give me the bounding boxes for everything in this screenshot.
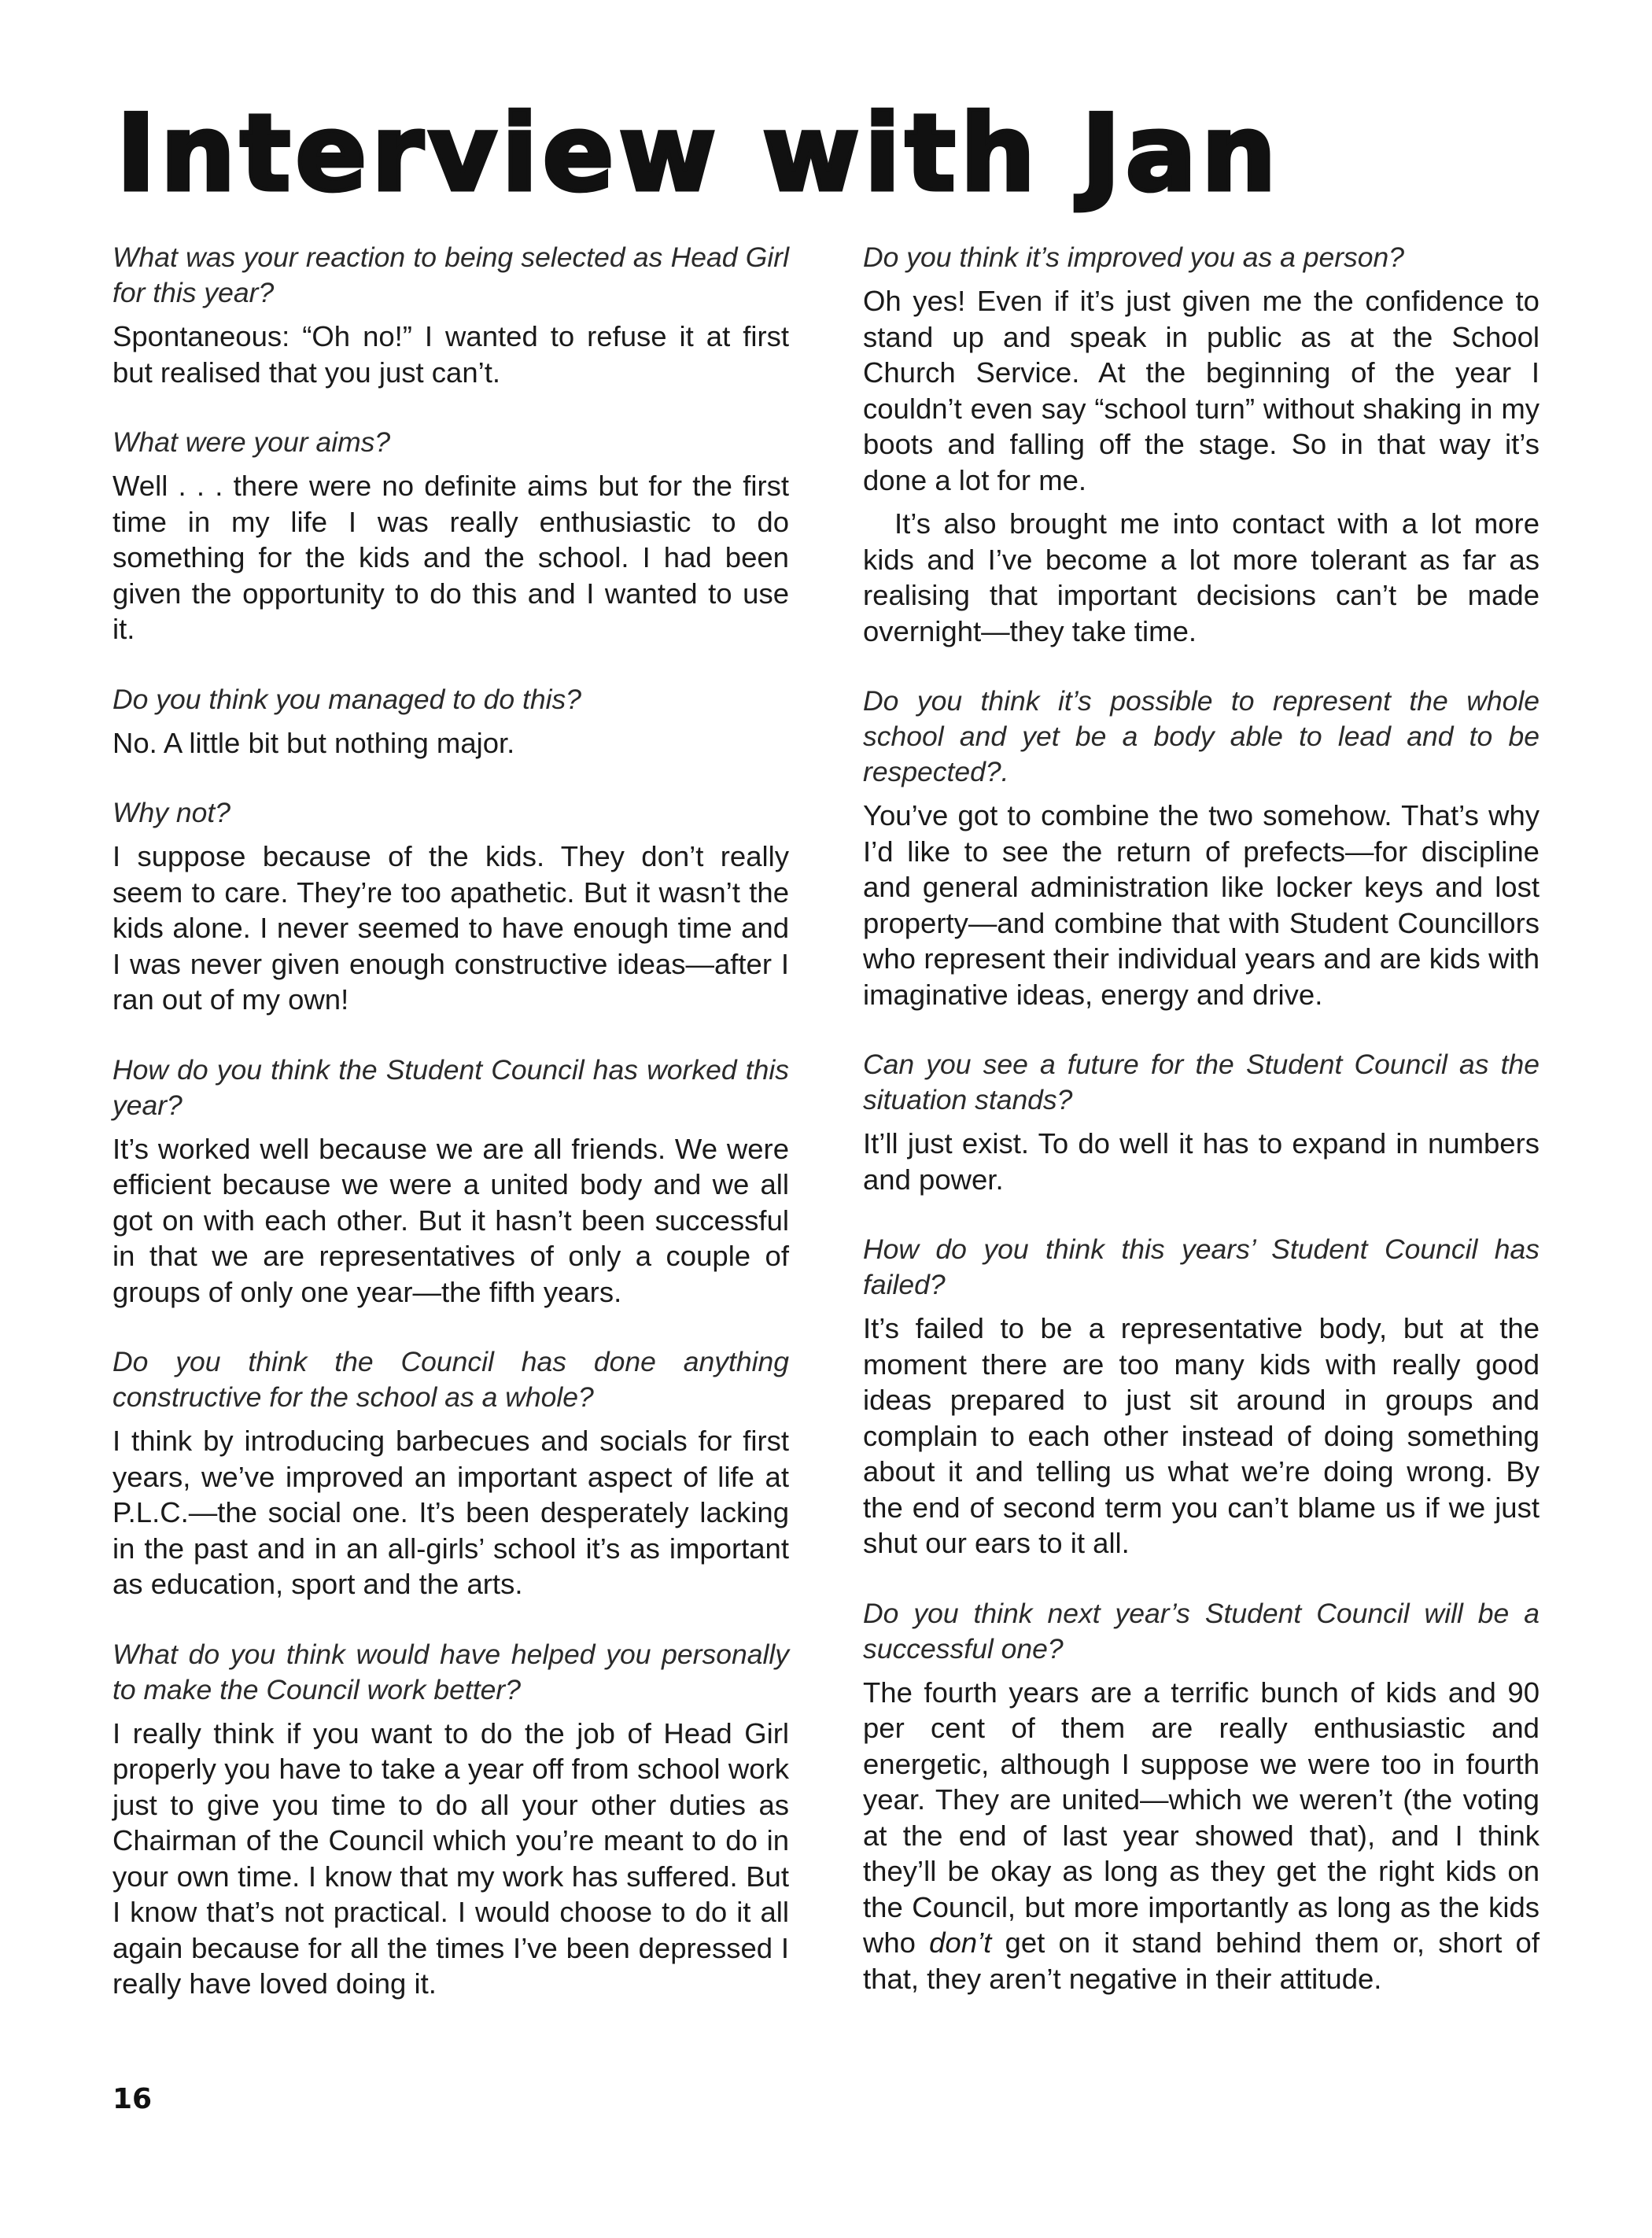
question: What were your aims? [112,426,391,458]
answer-text: The fourth years are a terrific bunch of kids and 90 per cent of them are really enthusiastic and energetic, although I suppose we were too in fourth year. They are united—which we weren’t (the voting at the end of last year showed that), and I think they’ll be okay as long as they get the right kids on the Council, but more importantly as long as the kids who [863,1676,1540,1959]
question: Do you think it’s improved you as a person? [863,241,1405,273]
answer: Oh yes! Even if it’s just given me the confidence to stand up and speak in public as at the School Church Service. At the beginning of the year I couldn’t even say “school turn” without shaking in my boots and falling off the stage. So in that way it’s done a lot for me. [863,285,1540,496]
qa-block [112,240,789,390]
qa-block [863,1232,1540,1561]
answer-text: get on it stand behind them or, short of that, they aren’t negative in their attitude. [863,1926,1540,1995]
answer: You’ve got to combine the two somehow. That’s why I’d like to see the return of prefects—for discipline and general administration like locker keys and lost property—and combine that with Student Councillors who represent their individual years and are kids with imaginative ideas, energy and drive. [863,799,1540,1011]
answer: It’s worked well because we are all friends. We were efficient because we were a united body and we all got on with each other. But it hasn’t been successful in that we are representatives of only a couple of groups of only one year—the fifth years. [112,1132,789,1308]
answer-emphasis: don’t [929,1926,992,1959]
answer [863,1675,1540,1997]
qa-block [112,795,789,1018]
qa-block [863,240,1540,649]
answer: It’ll just exist. To do well it has to expand in numbers and power. [863,1127,1540,1196]
answer: No. A little bit but nothing major. [112,726,515,759]
question: What was your reaction to being selected as Head Girl for this year? [112,241,789,308]
question: How do you think this years’ Student Council has failed? [863,1233,1540,1300]
question: Do you think you managed to do this? [112,683,581,715]
question: Do you think next year’s Student Council will be a successful one? [863,1597,1540,1665]
qa-block [112,1637,789,2002]
qa-block [863,1047,1540,1197]
qa-block [112,1344,789,1602]
qa-block [112,1053,789,1311]
question: Do you think the Council has done anything constructive for the school as a whole? [112,1346,789,1413]
answer: I really think if you want to do the job of Head Girl properly you have to take a year off from school work just to give you time to do all your other duties as Chairman of the Council which you’re meant to do in your own time. I know that my work has suffered. But I know that’s not practical. I would choose to do it all again because for all the times I’ve been depressed I really have loved doing it. [112,1716,789,2000]
page-title: Interview with Jan [116,92,1281,215]
answer: I think by introducing barbecues and socials for first years, we’ve improved an important aspect of life at P.L.C.—the social one. It’s been desperately lacking in the past and in an all-girls’ school it’s as important as education, sport and the arts. [112,1425,789,1600]
answer: Well . . . there were no definite aims but for the first time in my life I was really enthusiastic to do something for the kids and the school. I had been given the opportunity to do this and I wanted to use it. [112,470,789,645]
question: What do you think would have helped you personally to make the Council work better? [112,1638,789,1705]
left-column [112,240,789,2002]
qa-block [112,682,789,761]
answer-continued: It’s also brought me into contact with a lot more kids and I’ve become a lot more tolerant as far as realising that important decisions can’t be made overnight—they take time. [863,507,1540,647]
qa-block [112,425,789,647]
right-column [863,240,1540,1997]
question: How do you think the Student Council has worked this year? [112,1053,789,1121]
qa-block [863,1596,1540,1997]
answer: I suppose because of the kids. They don’t really seem to care. They’re too apathetic. But it wasn’t the kids alone. I never seemed to have enough time and I was never given enough constructive ideas—after I ran out of my own! [112,840,789,1016]
answer: Spontaneous: “Oh no!” I wanted to refuse it at first but realised that you just can’t. [112,320,789,389]
question: Do you think it’s possible to represent the whole school and yet be a body able to lead and to be respected?. [863,685,1540,787]
qa-block [863,684,1540,1012]
answer: It’s failed to be a representative body, but at the moment there are too many kids with really good ideas prepared to just sit around in groups and complain to each other instead of doing something about it and telling us what we’re doing wrong. By the end of second term you can’t blame us if we just shut our ears to it all. [863,1312,1540,1559]
question: Why not? [112,797,230,828]
question: Can you see a future for the Student Council as the situation stands? [863,1049,1540,1115]
page-number: 16 [112,2083,153,2115]
